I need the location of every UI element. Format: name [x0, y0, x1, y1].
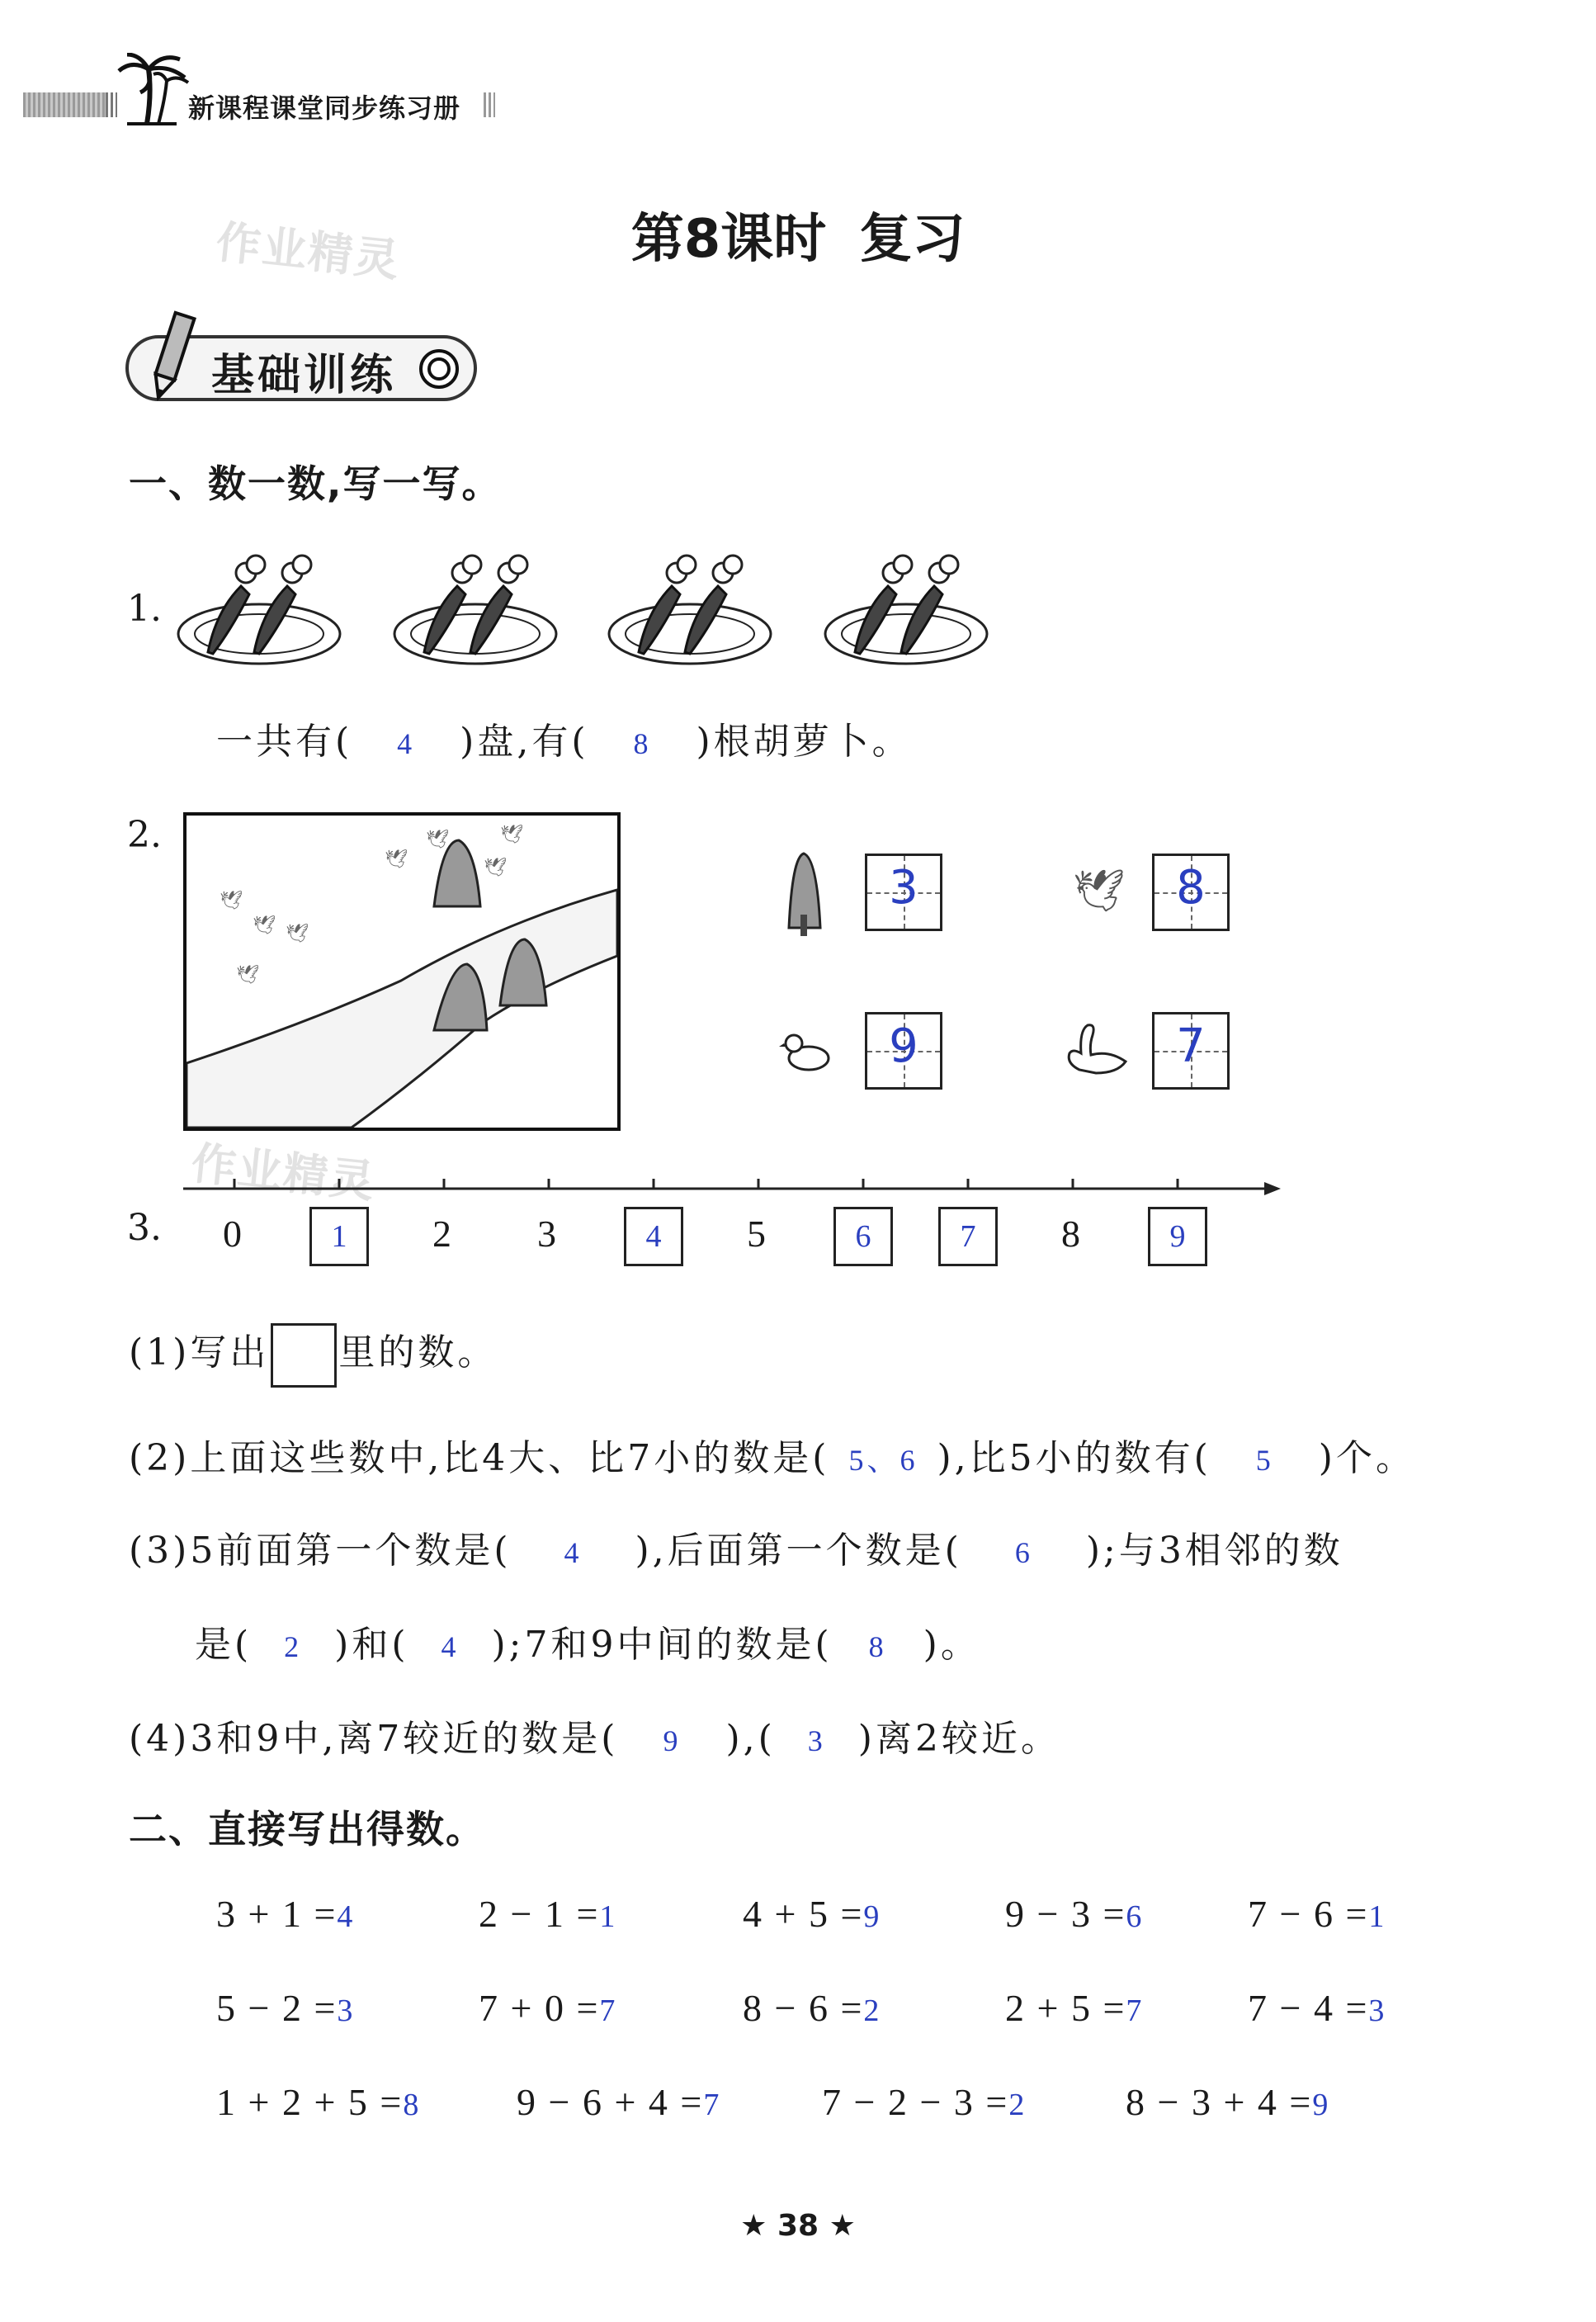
svg-text:🕊: 🕊 [236, 965, 259, 986]
number-line-answer: 1 [331, 1219, 347, 1254]
number-line-box [624, 1207, 683, 1266]
equation-expression: 7 − 6 = [1248, 1893, 1369, 1935]
equation [1248, 1986, 1384, 2030]
number-line-box [938, 1207, 998, 1266]
section2-heading: 二、直接写出得数。 [129, 1807, 485, 1851]
duck-count-box: 9 [865, 1012, 942, 1090]
equation-answer: 7 [1126, 1993, 1142, 2028]
tree-icon [784, 849, 825, 939]
svg-text:🕊: 🕊 [253, 915, 276, 936]
equation-answer: 2 [1008, 2088, 1025, 2122]
watermark: 作业精灵 [188, 1137, 379, 1208]
scene-illustration [187, 816, 617, 1128]
equation-expression: 2 − 1 = [479, 1893, 600, 1935]
number-line-answer: 4 [645, 1219, 662, 1254]
equation-expression: 1 + 2 + 5 = [216, 2081, 404, 2123]
answer-plates: 4 [397, 727, 416, 760]
animal-scene-picture [183, 812, 621, 1131]
q3-part3-continued: 是( 2 )和( 4 );7和9中间的数是( 8 )。 [195, 1624, 980, 1666]
equation-expression: 7 − 4 = [1248, 1987, 1369, 2029]
q2-number: 2. [127, 814, 162, 856]
equation [479, 1986, 615, 2030]
lesson-number: 第8课时 [630, 209, 827, 270]
equation [743, 1986, 879, 2030]
book-title: 新课程课堂同步练习册 [188, 92, 461, 124]
lesson-topic: 复习 [859, 209, 966, 270]
equation-expression: 7 + 0 = [479, 1987, 600, 2029]
bird-icon: 🕊 [1073, 867, 1126, 915]
equation [1126, 2080, 1328, 2124]
q3-part2: (2)上面这些数中,比4大、比7小的数是( 5、6 ),比5小的数有( 5 )个。 [129, 1437, 1415, 1479]
pencil-icon [139, 307, 205, 406]
svg-text:🕊: 🕊 [500, 825, 523, 845]
equation [822, 2080, 1024, 2124]
q1-sentence: 一共有( 4 )盘,有( 8 )根胡萝卜。 [216, 721, 912, 763]
number-line-label: 2 [432, 1213, 451, 1255]
svg-text:🕊: 🕊 [385, 849, 408, 870]
equation-expression: 3 + 1 = [216, 1893, 338, 1935]
svg-text:🕊: 🕊 [484, 858, 507, 878]
header-end-stripes [484, 92, 495, 117]
plate-icon [178, 556, 340, 664]
equation [1005, 1986, 1141, 2030]
number-line-label: 8 [1061, 1213, 1080, 1255]
number-line-answer: 6 [855, 1219, 871, 1254]
star-icon: ★ [740, 2209, 767, 2243]
equation-expression: 5 − 2 = [216, 1987, 338, 2029]
badge-label: 基础训练 [211, 351, 397, 400]
equation [743, 1892, 879, 1936]
equation-answer: 9 [1312, 2088, 1329, 2122]
number-line-answer: 7 [960, 1219, 976, 1254]
star-icon: ★ [829, 2209, 856, 2243]
equation-answer: 8 [403, 2088, 419, 2122]
equation [479, 1892, 615, 1936]
svg-text:🕊: 🕊 [286, 924, 309, 944]
q3-part1: (1)写出 里的数。 [129, 1322, 497, 1388]
equation [517, 2080, 719, 2124]
plate-icon [609, 556, 771, 664]
equation-expression: 8 − 3 + 4 = [1126, 2081, 1313, 2123]
plate-icon [394, 556, 556, 664]
q3-part4: (4)3和9中,离7较近的数是( 9 ),( 3 )离2较近。 [129, 1718, 1060, 1760]
answer-carrots: 8 [633, 727, 652, 760]
equation [1005, 1892, 1141, 1936]
equation [216, 2080, 418, 2124]
number-line-label: 3 [537, 1213, 556, 1255]
palm-tree-icon [116, 53, 190, 127]
section1-heading: 一、数一数,写一写。 [129, 461, 502, 506]
tree-count-box: 3 [865, 854, 942, 931]
number-line-answer: 9 [1169, 1219, 1186, 1254]
number-line-box [833, 1207, 893, 1266]
q3-number: 3. [127, 1207, 162, 1249]
bird-count-box: 8 [1152, 854, 1230, 931]
equation-answer: 7 [703, 2088, 720, 2122]
equation-expression: 9 − 6 + 4 = [517, 2081, 704, 2123]
svg-text:🕊: 🕊 [426, 830, 449, 850]
equation-answer: 3 [337, 1993, 353, 2028]
number-line-label: 5 [747, 1213, 766, 1255]
equation-answer: 3 [1368, 1993, 1385, 2028]
swan-count-box: 7 [1152, 1012, 1230, 1090]
target-icon [416, 347, 465, 391]
header-decoration-bar [23, 92, 106, 117]
equation-answer: 9 [863, 1899, 880, 1934]
equation-expression: 9 − 3 = [1005, 1893, 1126, 1935]
number-line [183, 1172, 1289, 1205]
equation-expression: 4 + 5 = [743, 1893, 864, 1935]
equation-answer: 1 [599, 1899, 616, 1934]
equation-expression: 2 + 5 = [1005, 1987, 1126, 2029]
plate-icon [825, 556, 987, 664]
carrot-plates-svg [177, 545, 1002, 669]
page-number: ★ 38 ★ [740, 2209, 856, 2243]
empty-box-icon [271, 1323, 337, 1388]
equation-answer: 4 [337, 1899, 353, 1934]
swan-icon [1063, 1020, 1132, 1078]
number-line-box [1148, 1207, 1207, 1266]
equation-answer: 7 [599, 1993, 616, 2028]
watermark: 作业精灵 [213, 215, 404, 287]
number-line-labels [0, 1205, 1596, 1279]
equation-answer: 1 [1368, 1899, 1385, 1934]
equation [1248, 1892, 1384, 1936]
equation-expression: 7 − 2 − 3 = [822, 2081, 1009, 2123]
equation [216, 1986, 352, 2030]
q1-number: 1. [127, 588, 162, 630]
equation-answer: 6 [1126, 1899, 1142, 1934]
number-line-box [309, 1207, 369, 1266]
equation-expression: 8 − 6 = [743, 1987, 864, 2029]
q3-part3: (3)5前面第一个数是( 4 ),后面第一个数是( 6 );与3相邻的数 [129, 1530, 1343, 1572]
duck-icon [779, 1029, 833, 1073]
equation [216, 1892, 352, 1936]
equation-answer: 2 [863, 1993, 880, 2028]
svg-text:🕊: 🕊 [220, 891, 243, 911]
carrot-plates [177, 545, 1002, 669]
number-line-label: 0 [223, 1213, 242, 1255]
